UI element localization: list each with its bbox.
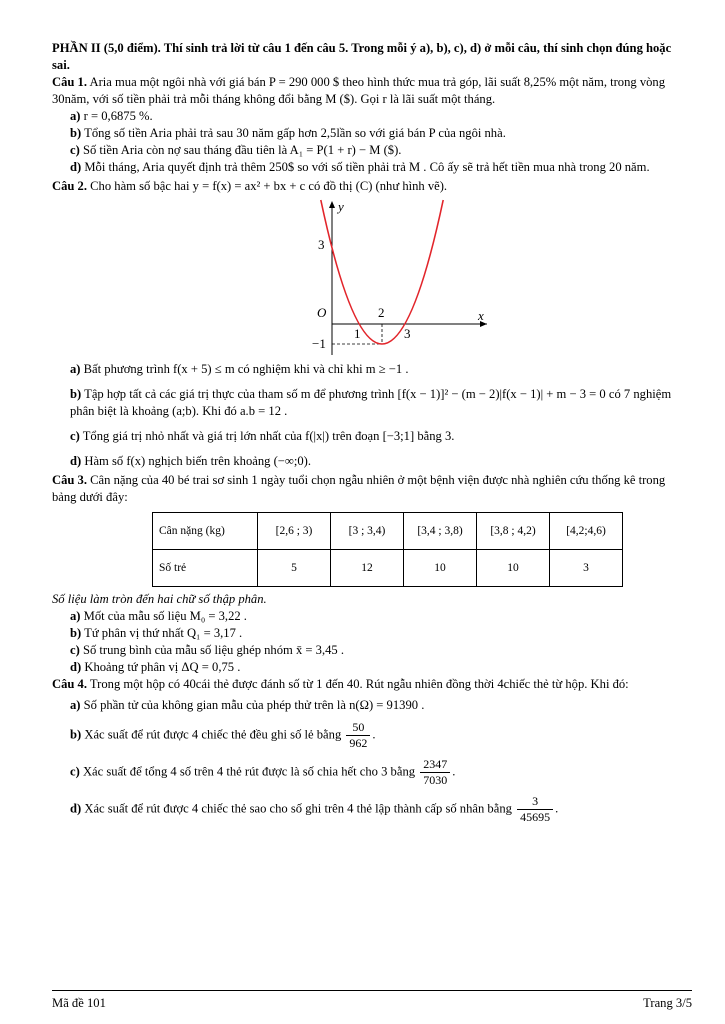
- table-row: [153, 513, 623, 550]
- tick-x-2: 2: [378, 305, 385, 320]
- q1-option-c: c) Số tiền Aria còn nợ sau tháng đầu tiên là A₁ = P(1 + r) − M ($).: [70, 143, 402, 157]
- table-cell: 12: [331, 550, 404, 587]
- q4-option-c: c) Xác suất để tổng 4 số trên 4 thẻ rút được là số chia hết cho 3 bằng $\frac{2347}{7030}$ .: [70, 757, 456, 787]
- tick-y-minus1: −1: [312, 336, 326, 351]
- tick-y-3: 3: [318, 237, 325, 252]
- q4-option-b: b) Xác suất để rút được 4 chiếc thẻ đều ghi số lẻ bằng $\frac{50}{962}$ .: [70, 720, 376, 750]
- parabola-curve: [321, 200, 443, 344]
- q2-option-c: c) Tổng giá trị nhỏ nhất và giá trị lớn nhất của f(|x|) trên đoạn [−3;1] bằng 3.: [70, 429, 455, 443]
- exam-code: Mã đề 101: [52, 996, 106, 1010]
- parabola-graph: [52, 197, 692, 357]
- fraction-c: $\frac{2347}{7030}$: [420, 757, 450, 788]
- weight-table: [152, 512, 623, 587]
- table-cell: 10: [404, 550, 477, 587]
- parabola-figure: [312, 197, 492, 357]
- question-2: Câu 2. Cho hàm số bậc hai y = f(x) = ax² + bx + c có đồ thị (C) (như hình vẽ).: [52, 179, 448, 193]
- table-cell: [3,4 ; 3,8): [404, 513, 477, 550]
- y-axis-label: y: [338, 199, 344, 214]
- table-cell: [4,2;4,6): [550, 513, 623, 550]
- tick-x-3: 3: [404, 326, 411, 341]
- x-axis-label: x: [478, 308, 484, 323]
- origin-label: O: [317, 305, 327, 320]
- q1-stem: Aria mua một ngôi nhà với giá bán P = 290 000 $ theo hình thức mua trả góp, lãi suất 8,25% một năm, trong vòng 30năm, với số tiền phải trả mỗi tháng không đổi bằng M ($). Gọi r là lãi suất một tháng.: [52, 75, 666, 106]
- question-4: Câu 4. Trong một hộp có 40cái thẻ được đánh số từ 1 đến 40. Rút ngẫu nhiên đồng thời 4chiếc thẻ từ hộp. Khi đó:: [52, 677, 629, 691]
- question-3: Câu 3. Cân nặng của 40 bé trai sơ sinh 1 ngày tuổi chọn ngẫu nhiên ở một bệnh viện được nhà nghiên cứu thống kê trong bảng dưới đây:: [52, 473, 666, 504]
- table-cell: [2,6 ; 3): [258, 513, 331, 550]
- q1-option-a: a) r = 0,6875 %.: [70, 109, 153, 123]
- table-cell: [3,8 ; 4,2): [477, 513, 550, 550]
- table-cell: 5: [258, 550, 331, 587]
- y-axis-arrow: [329, 201, 335, 208]
- table-header-cell: Số trẻ: [153, 550, 258, 587]
- q1-label: Câu 1.: [52, 75, 87, 89]
- q4-option-a: a) Số phần tử của không gian mẫu của phép thử trên là n(Ω) = 91390 .: [70, 698, 425, 712]
- q3-option-a: a) Mốt của mẫu số liệu M₀ = 3,22 .: [70, 609, 247, 623]
- page-number: Trang 3/5: [643, 996, 692, 1010]
- q3-option-b: b) Tứ phân vị thứ nhất Q₁ = 3,17 .: [70, 626, 243, 640]
- fraction-b: $\frac{50}{962}$: [346, 720, 370, 751]
- footer-divider: [52, 990, 692, 991]
- table-cell: 10: [477, 550, 550, 587]
- rounding-note: Số liệu làm tròn đến hai chữ số thập phân.: [52, 592, 267, 606]
- part-header: PHẦN II (5,0 điểm). Thí sinh trả lời từ câu 1 đến câu 5. Trong mỗi ý a), b), c), d) ở mỗi câu, thí sinh chọn đúng hoặc sai.: [52, 41, 672, 72]
- table-cell: [3 ; 3,4): [331, 513, 404, 550]
- q3-option-c: c) Số trung bình của mẫu số liệu ghép nhóm x̄ = 3,45 .: [70, 643, 345, 657]
- question-1: [52, 74, 692, 108]
- fraction-d: $\frac{3}{45695}$: [517, 794, 553, 825]
- tick-x-1: 1: [354, 326, 361, 341]
- q1-option-b: b) Tổng số tiền Aria phải trả sau 30 năm gấp hơn 2,5lần so với giá bán P của ngôi nhà.: [70, 126, 506, 140]
- q2-option-a: a) Bất phương trình f(x + 5) ≤ m có nghiệm khi và chỉ khi m ≥ −1 .: [70, 362, 409, 376]
- table-header-cell: Cân nặng (kg): [153, 513, 258, 550]
- table-cell: 3: [550, 550, 623, 587]
- q2-option-d: d) Hàm số f(x) nghịch biến trên khoảng (−∞;0).: [70, 454, 311, 468]
- q4-option-d: d) Xác suất để rút được 4 chiếc thẻ sao cho số ghi trên 4 thẻ lập thành cấp số nhân bằng $\frac{3}{45695}$ .: [70, 794, 559, 824]
- exam-page: [52, 40, 692, 825]
- table-row: [153, 550, 623, 587]
- q1-option-d: d) Mỗi tháng, Aria quyết định trả thêm 250$ so với số tiền phải trả M . Cô ấy sẽ trả hết tiền mua nhà trong 20 năm.: [70, 160, 650, 174]
- q2-option-b: b) Tập hợp tất cả các giá trị thực của tham số m để phương trình [f(x − 1)]² − (m − 2)|f(x − 1)| + m − 3 = 0 có 7 nghiệm phân biệt là khoảng (a;b). Khi đó a.b = 12 .: [70, 387, 672, 418]
- q3-option-d: d) Khoảng tứ phân vị ΔQ = 0,75 .: [70, 660, 241, 674]
